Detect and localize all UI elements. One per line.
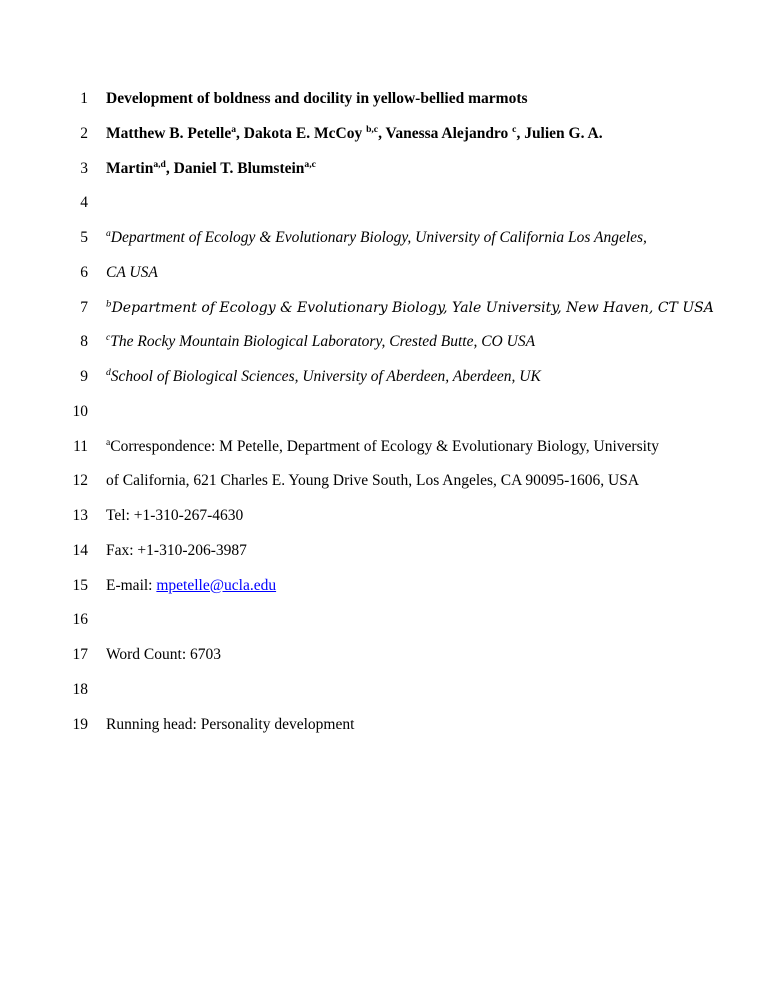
line-number: 6 — [80, 263, 88, 281]
affiliation-superscript: a — [231, 123, 237, 135]
line-number: 11 — [73, 437, 88, 455]
line-number: 19 — [72, 715, 88, 733]
text-segment: Fax: +1-310-206-3987 — [106, 541, 247, 559]
text-segment: , Julien G. A. — [516, 124, 603, 142]
line-text — [88, 714, 354, 736]
manuscript-line — [0, 366, 773, 401]
affiliation-superscript: a,d — [153, 158, 166, 170]
manuscript-line — [0, 505, 773, 540]
text-segment: , Daniel T. Blumstein — [165, 159, 305, 177]
manuscript-line — [0, 331, 773, 366]
affiliation-superscript: b,c — [366, 123, 379, 135]
text-segment: of California, 621 Charles E. Young Drive South, Los Angeles, CA 90095-1606, USA — [106, 472, 640, 490]
line-number: 8 — [80, 333, 88, 351]
line-text — [88, 540, 247, 562]
line-number: 15 — [72, 576, 88, 594]
affiliation-superscript: a — [106, 436, 111, 448]
text-segment: , Vanessa Alejandro — [378, 124, 513, 142]
line-number: 4 — [80, 194, 88, 212]
manuscript-line — [0, 297, 773, 332]
manuscript-line — [0, 436, 773, 471]
line-text — [88, 505, 243, 527]
line-text — [88, 158, 316, 180]
affiliation-superscript: d — [106, 366, 111, 378]
manuscript-line — [0, 401, 773, 436]
text-segment: Department of Ecology & Evolutionary Biology, Yale University, New Haven, CT USA — [111, 299, 714, 316]
line-number: 18 — [72, 680, 88, 698]
text-segment: Martin — [106, 159, 154, 177]
text-segment: Word Count: 6703 — [106, 646, 222, 663]
affiliation-superscript: c — [512, 123, 517, 135]
manuscript-line — [0, 227, 773, 262]
line-text — [88, 297, 714, 319]
line-number: 9 — [80, 368, 88, 385]
line-number: 7 — [80, 298, 88, 316]
line-text — [88, 436, 659, 458]
manuscript-line — [0, 262, 773, 297]
line-text — [88, 262, 158, 284]
text-segment: Correspondence: M Petelle, Department of Ecology & Evolutionary Biology, University — [110, 437, 659, 455]
affiliation-superscript: b — [106, 298, 112, 309]
affiliation-superscript: a,c — [304, 158, 316, 170]
line-number: 12 — [72, 472, 88, 490]
text-segment: , Dakota E. McCoy — [236, 124, 367, 142]
line-text — [88, 644, 221, 666]
text-segment: Department of Ecology & Evolutionary Biology, University of California Los Angeles, — [110, 229, 647, 246]
line-number: 17 — [72, 646, 88, 663]
line-text — [88, 88, 528, 110]
text-segment: School of Biological Sciences, University of Aberdeen, Aberdeen, UK — [110, 368, 541, 385]
manuscript-lines — [0, 88, 773, 748]
line-text — [88, 470, 639, 492]
line-number: 16 — [72, 611, 88, 629]
manuscript-line — [0, 470, 773, 505]
manuscript-line — [0, 644, 773, 679]
manuscript-line — [0, 158, 773, 193]
manuscript-line — [0, 609, 773, 644]
affiliation-superscript: a — [106, 227, 111, 239]
manuscript-line — [0, 575, 773, 610]
line-number: 2 — [80, 124, 88, 142]
text-segment: E-mail: — [106, 576, 157, 594]
line-text — [88, 227, 647, 249]
text-segment: Development of boldness and docility in yellow-bellied marmots — [106, 90, 528, 107]
line-number: 1 — [80, 90, 88, 107]
text-segment: Running head: Personality development — [106, 715, 355, 733]
line-text — [88, 366, 541, 388]
line-number: 13 — [72, 507, 88, 524]
manuscript-line — [0, 123, 773, 158]
line-number: 10 — [72, 402, 88, 420]
affiliation-superscript: c — [106, 332, 111, 344]
manuscript-line — [0, 714, 773, 749]
text-segment: Tel: +1-310-267-4630 — [106, 507, 244, 524]
manuscript-line — [0, 540, 773, 575]
text-segment: The Rocky Mountain Biological Laboratory, Crested Butte, CO USA — [110, 333, 536, 351]
manuscript-line — [0, 192, 773, 227]
line-number: 3 — [80, 159, 88, 177]
line-number: 5 — [80, 229, 88, 246]
line-text — [88, 123, 603, 145]
email-link[interactable]: mpetelle@ucla.edu — [156, 576, 277, 594]
text-segment: Matthew B. Petelle — [106, 124, 232, 142]
text-segment: CA USA — [106, 263, 158, 281]
manuscript-line — [0, 88, 773, 123]
line-text — [88, 331, 535, 353]
manuscript-line — [0, 679, 773, 714]
line-number: 14 — [72, 541, 88, 559]
line-text — [88, 575, 276, 597]
